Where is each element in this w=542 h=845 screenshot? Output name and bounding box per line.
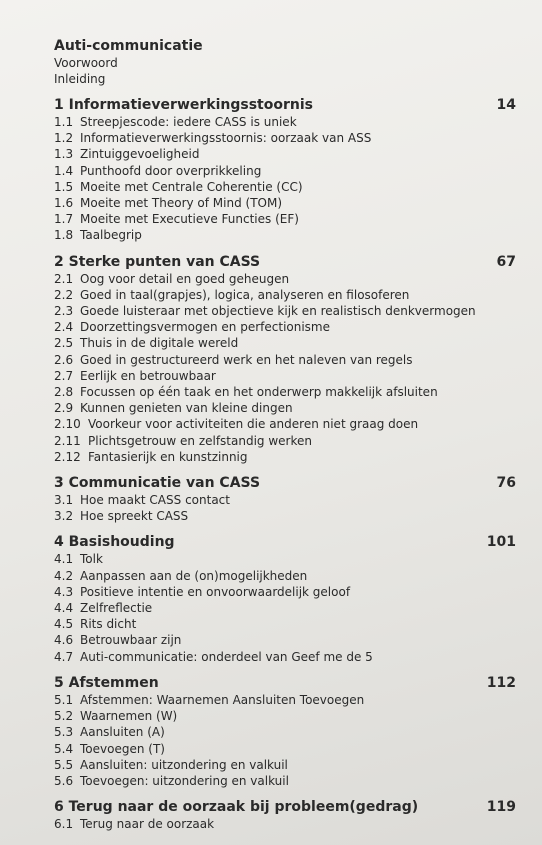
section-item — [54, 492, 524, 508]
section-title: Hoe spreekt CASS — [80, 509, 189, 524]
section-number: 3.2 — [54, 509, 74, 524]
section-number: 1.7 — [54, 212, 74, 227]
chapter-title: 1 Informatieverwerkingsstoornis — [54, 97, 313, 113]
section-list — [54, 492, 524, 524]
table-of-contents — [54, 38, 524, 832]
chapter-heading — [54, 674, 524, 692]
section-number: 1.2 — [54, 131, 74, 146]
section-item — [54, 708, 524, 724]
section-title: Plichtsgetrouw en zelfstandig werken — [88, 433, 312, 448]
section-title: Betrouwbaar zijn — [80, 633, 182, 648]
section-number: 4.1 — [54, 552, 74, 567]
section-item — [54, 584, 524, 600]
section-item — [54, 319, 524, 335]
section-title: Focussen op één taak en het onderwerp makkelijk afsluiten — [80, 385, 438, 400]
section-number: 5.6 — [54, 773, 74, 788]
section-title: Thuis in de digitale wereld — [80, 336, 239, 351]
section-title: Moeite met Theory of Mind (TOM) — [80, 196, 283, 211]
section-title: Goede luisteraar met objectieve kijk en realistisch denkvermogen — [80, 304, 476, 319]
chapter-title: 6 Terug naar de oorzaak bij probleem(gedrag) — [54, 799, 419, 816]
section-title: Zintuiggevoeligheid — [80, 147, 200, 162]
chapter-2 — [54, 253, 524, 465]
section-item — [54, 211, 524, 227]
section-number: 3.1 — [54, 493, 74, 508]
section-item — [54, 757, 524, 773]
section-list — [54, 271, 524, 465]
section-number: 1.4 — [54, 163, 74, 178]
section-number: 1.3 — [54, 147, 74, 162]
chapter-list — [54, 96, 524, 832]
section-number: 4.5 — [54, 617, 74, 632]
section-item — [54, 352, 524, 368]
section-list — [54, 114, 524, 244]
section-number: 4.3 — [54, 584, 74, 599]
section-title: Goed in taal(grapjes), logica, analyseren en filosoferen — [80, 287, 410, 302]
section-item — [54, 649, 524, 665]
section-item — [54, 400, 524, 416]
chapter-page-number: 76 — [496, 475, 516, 492]
section-title: Kunnen genieten van kleine dingen — [80, 401, 293, 416]
section-number: 1.5 — [54, 179, 74, 194]
section-title: Fantasierijk en kunstzinnig — [88, 449, 248, 464]
section-list — [54, 551, 524, 664]
section-title: Tolk — [80, 552, 103, 567]
section-item — [54, 508, 524, 524]
section-item — [54, 195, 524, 211]
chapter-heading — [54, 253, 524, 271]
front-matter-introduction: Inleiding — [54, 72, 106, 86]
section-number: 5.2 — [54, 709, 74, 724]
section-number: 2.6 — [54, 352, 74, 367]
section-title: Moeite met Executieve Functies (EF) — [80, 212, 299, 227]
section-title: Aanpassen aan de (on)mogelijkheden — [80, 568, 308, 583]
section-number: 2.12 — [54, 449, 81, 464]
section-item — [54, 163, 524, 179]
section-number: 2.5 — [54, 336, 74, 351]
section-title: Rits dicht — [80, 617, 137, 632]
section-number: 5.3 — [54, 725, 74, 740]
section-item — [54, 568, 524, 584]
chapter-title: 4 Basishouding — [54, 534, 175, 551]
section-title: Oog voor detail en goed geheugen — [80, 271, 290, 286]
section-title: Positieve intentie en onvoorwaardelijk geloof — [80, 584, 351, 599]
chapter-page-number: 101 — [486, 534, 516, 551]
section-list — [54, 816, 524, 832]
chapter-title: 2 Sterke punten van CASS — [54, 253, 261, 270]
section-item — [54, 146, 524, 162]
chapter-title: 5 Afstemmen — [54, 674, 159, 691]
section-title: Toevoegen: uitzondering en valkuil — [80, 773, 289, 788]
section-item — [54, 616, 524, 632]
chapter-6 — [54, 798, 524, 832]
section-item — [54, 179, 524, 195]
chapter-page-number: 14 — [496, 97, 516, 113]
chapter-heading — [54, 533, 524, 551]
chapter-heading — [54, 96, 524, 114]
section-title: Zelfreflectie — [80, 601, 153, 616]
section-item — [54, 114, 524, 130]
section-title: Terug naar de oorzaak — [80, 817, 215, 832]
section-item — [54, 335, 524, 351]
section-number: 5.5 — [54, 757, 74, 772]
chapter-title: 3 Communicatie van CASS — [54, 475, 261, 492]
section-item — [54, 287, 524, 303]
chapter-heading — [54, 798, 524, 816]
chapter-4 — [54, 533, 524, 664]
section-number: 4.2 — [54, 568, 74, 583]
section-title: Waarnemen (W) — [80, 709, 178, 724]
section-number: 2.3 — [54, 304, 74, 319]
section-title: Auti-communicatie: onderdeel van Geef me de 5 — [80, 649, 373, 664]
section-title: Afstemmen: Waarnemen Aansluiten Toevoegen — [80, 692, 365, 707]
section-number: 2.8 — [54, 385, 74, 400]
section-number: 6.1 — [54, 817, 74, 832]
section-item — [54, 724, 524, 740]
section-number: 2.4 — [54, 320, 74, 335]
section-item — [54, 130, 524, 146]
section-number: 2.1 — [54, 271, 74, 286]
section-number: 4.7 — [54, 649, 74, 664]
section-number: 4.6 — [54, 633, 74, 648]
section-item — [54, 384, 524, 400]
front-matter-foreword: Voorwoord — [54, 56, 118, 70]
section-item — [54, 632, 524, 648]
chapter-page-number: 112 — [486, 674, 516, 691]
section-number: 1.8 — [54, 228, 74, 243]
section-item — [54, 816, 524, 832]
section-title: Eerlijk en betrouwbaar — [80, 368, 216, 383]
chapter-page-number: 119 — [486, 799, 516, 816]
section-item — [54, 449, 524, 465]
section-number: 2.9 — [54, 401, 74, 416]
section-title: Goed in gestructureerd werk en het naleven van regels — [80, 352, 413, 367]
book-title: Auti-communicatie — [54, 38, 203, 54]
section-title: Punthoofd door overprikkeling — [80, 163, 262, 178]
chapter-3 — [54, 474, 524, 524]
chapter-page-number: 67 — [496, 253, 516, 270]
section-number: 2.7 — [54, 368, 74, 383]
section-number: 1.1 — [54, 115, 74, 129]
section-number: 1.6 — [54, 196, 74, 211]
section-item — [54, 692, 524, 708]
section-item — [54, 433, 524, 449]
section-title: Moeite met Centrale Coherentie (CC) — [80, 179, 303, 194]
section-title: Doorzettingsvermogen en perfectionisme — [80, 320, 331, 335]
section-item — [54, 600, 524, 616]
section-item — [54, 416, 524, 432]
section-item — [54, 227, 524, 243]
section-item — [54, 303, 524, 319]
section-title: Taalbegrip — [80, 228, 142, 243]
section-number: 5.1 — [54, 692, 74, 707]
section-item — [54, 368, 524, 384]
chapter-heading — [54, 474, 524, 492]
section-number: 2.11 — [54, 433, 81, 448]
section-title: Toevoegen (T) — [80, 741, 165, 756]
section-number: 5.4 — [54, 741, 74, 756]
section-item — [54, 773, 524, 789]
section-number: 2.2 — [54, 287, 74, 302]
section-title: Aansluiten: uitzondering en valkuil — [80, 757, 288, 772]
section-item — [54, 551, 524, 567]
section-title: Informatieverwerkingsstoornis: oorzaak van ASS — [80, 131, 372, 146]
chapter-1 — [54, 96, 524, 244]
chapter-5 — [54, 674, 524, 789]
section-title: Voorkeur voor activiteiten die anderen niet graag doen — [88, 417, 419, 432]
section-item — [54, 741, 524, 757]
section-title: Hoe maakt CASS contact — [80, 493, 230, 508]
section-title: Streepjescode: iedere CASS is uniek — [80, 115, 297, 129]
section-list — [54, 692, 524, 789]
section-title: Aansluiten (A) — [80, 725, 165, 740]
section-item — [54, 271, 524, 287]
section-number: 4.4 — [54, 601, 74, 616]
section-number: 2.10 — [54, 417, 81, 432]
